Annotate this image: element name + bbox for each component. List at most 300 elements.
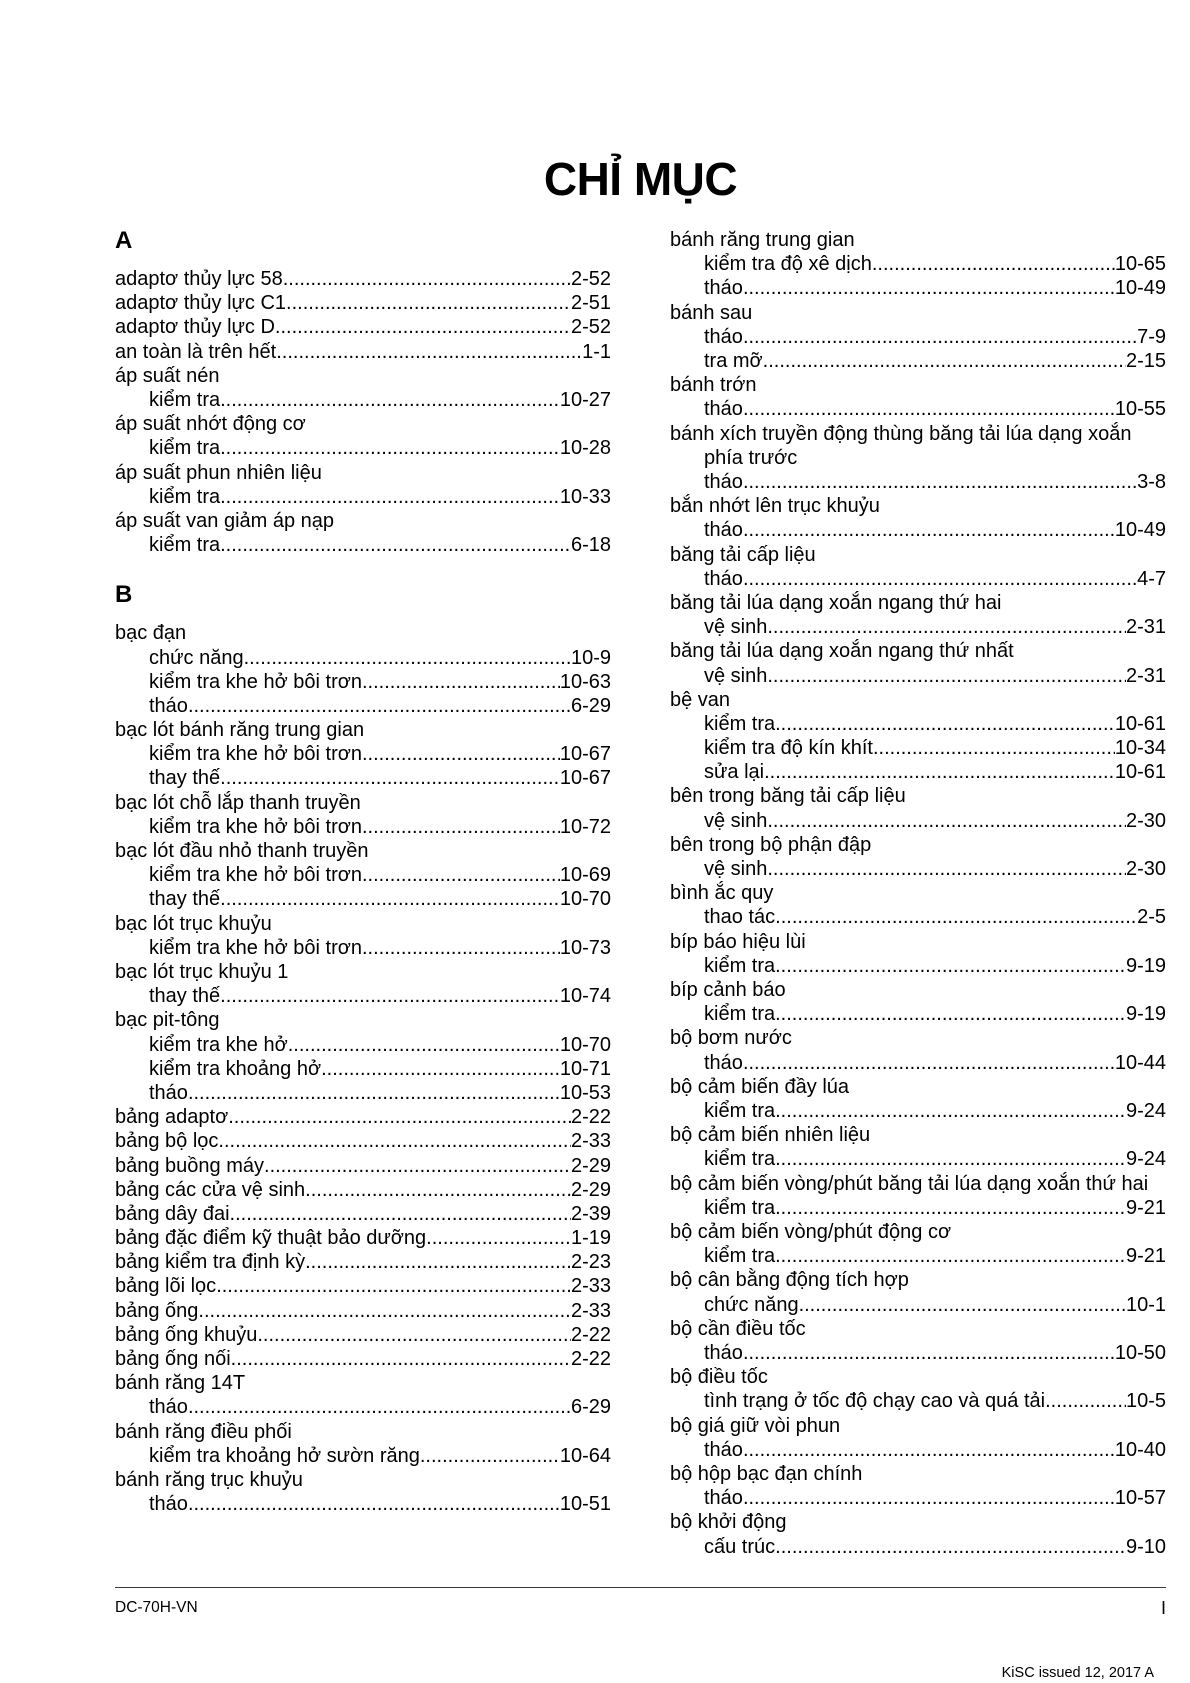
- index-term: bộ cảm biến đầy lúa: [670, 1075, 850, 1098]
- index-entry: [115, 1178, 611, 1202]
- dot-leader: [220, 485, 560, 509]
- dot-leader: [231, 1347, 571, 1371]
- index-entry: [115, 718, 611, 791]
- index-subentry: [670, 615, 1166, 639]
- dot-leader: [362, 863, 560, 887]
- index-term-row: [115, 1274, 611, 1298]
- index-entry: [670, 833, 1166, 881]
- index-entry: [670, 1462, 1166, 1510]
- index-entry: [115, 340, 611, 364]
- index-column-right: [670, 228, 1166, 1559]
- page-reference: 10-70: [559, 888, 611, 911]
- index-term: bảng bộ lọc: [115, 1130, 219, 1153]
- page-reference: 6-18: [570, 534, 611, 557]
- index-term: adaptơ thủy lực D: [115, 316, 275, 339]
- page-reference: 10-55: [1114, 398, 1166, 421]
- index-term-row: [115, 1226, 611, 1250]
- page-reference: 4-7: [1137, 567, 1166, 590]
- index-entry: [115, 912, 611, 960]
- index-term: bộ khởi động: [670, 1511, 787, 1534]
- page-reference: 2-33: [570, 1299, 611, 1322]
- index-section: [115, 580, 611, 1516]
- dot-leader: [775, 905, 1137, 929]
- index-subentry: [115, 863, 611, 887]
- issue-note: KiSC issued 12, 2017 A: [1001, 1665, 1154, 1681]
- index-entry: [670, 422, 1166, 495]
- index-term: bệ van: [670, 688, 731, 711]
- index-entry: [670, 1075, 1166, 1123]
- subentry-label: kiểm tra độ kín khít: [704, 737, 873, 760]
- page-reference: 10-73: [559, 936, 611, 959]
- index-subentry: [670, 252, 1166, 276]
- index-term-row: [115, 340, 611, 364]
- index-entry: [115, 1371, 611, 1419]
- page-reference: 9-24: [1125, 1148, 1166, 1171]
- page-reference: 10-70: [559, 1033, 611, 1056]
- subentry-label: thay thế: [149, 767, 221, 790]
- subentry-label: chức năng: [704, 1293, 799, 1316]
- index-subentry: [670, 664, 1166, 688]
- page-reference: 2-39: [570, 1202, 611, 1225]
- page-reference: 10-9: [570, 646, 611, 669]
- subentry-label: tháo: [704, 1438, 743, 1461]
- index-entry: [670, 228, 1166, 301]
- index-subentry: [670, 1196, 1166, 1220]
- page-reference: 3-8: [1137, 470, 1166, 493]
- subentry-label: tháo: [149, 1081, 188, 1104]
- subentry-label: tháo: [704, 519, 743, 542]
- page-reference: 2-22: [570, 1323, 611, 1346]
- subentry-label: tháo: [149, 1396, 188, 1419]
- page-reference: 10-63: [559, 670, 611, 693]
- dot-leader: [218, 1129, 571, 1153]
- dot-leader: [873, 736, 1115, 760]
- dot-leader: [305, 1178, 571, 1202]
- page-reference: 10-61: [1114, 712, 1166, 735]
- index-entry: [670, 373, 1166, 421]
- page-reference: 9-10: [1125, 1535, 1166, 1558]
- subentry-label: kiểm tra độ xê dịch: [704, 253, 872, 276]
- subentry-label: kiểm tra: [704, 1100, 776, 1123]
- dot-leader: [775, 954, 1126, 978]
- subentry-label: thay thế: [149, 985, 221, 1008]
- subentry-label: kiểm tra: [704, 1245, 776, 1268]
- subentry-label: chức năng: [149, 646, 244, 669]
- index-term: bảng các cửa vệ sinh: [115, 1178, 306, 1201]
- page-reference: 9-21: [1125, 1245, 1166, 1268]
- dot-leader: [743, 518, 1115, 542]
- index-term: adaptơ thủy lực C1: [115, 292, 287, 315]
- index-term: bạc lót đầu nhỏ thanh truyền: [115, 840, 369, 863]
- page-reference: 1-19: [570, 1227, 611, 1250]
- index-term-row: [115, 1299, 611, 1323]
- index-subentry: [115, 388, 611, 412]
- dot-leader: [764, 760, 1115, 784]
- subentry-label: vệ sinh: [704, 664, 768, 687]
- dot-leader: [799, 1293, 1126, 1317]
- page-reference: 10-49: [1114, 519, 1166, 542]
- dot-leader: [216, 1274, 571, 1298]
- index-term: bình ắc quy: [670, 882, 774, 905]
- footer-divider: [115, 1587, 1166, 1588]
- index-subentry: [670, 1147, 1166, 1171]
- subentry-label: thay thế: [149, 888, 221, 911]
- dot-leader: [362, 815, 560, 839]
- index-entry: [115, 315, 611, 339]
- page-reference: 10-50: [1114, 1341, 1166, 1364]
- page-reference: 2-30: [1125, 858, 1166, 881]
- index-term: bảng adaptơ: [115, 1106, 229, 1129]
- dot-leader: [743, 1438, 1115, 1462]
- index-term: bánh răng trục khuỷu: [115, 1469, 303, 1492]
- subentry-label: kiểm tra khe hở bôi trơn: [149, 743, 362, 766]
- dot-leader: [743, 1486, 1115, 1510]
- index-term: áp suất nhớt động cơ: [115, 413, 306, 436]
- index-term-row: [115, 1178, 611, 1202]
- index-subentry: [670, 518, 1166, 542]
- page-reference: 10-1: [1125, 1293, 1166, 1316]
- index-subentry: [670, 276, 1166, 300]
- dot-leader: [767, 664, 1126, 688]
- dot-leader: [188, 1492, 560, 1516]
- index-entry: [670, 1365, 1166, 1413]
- index-subentry: [115, 646, 611, 670]
- index-subentry: [115, 1492, 611, 1516]
- dot-leader: [775, 1147, 1126, 1171]
- page-reference: 6-29: [570, 1396, 611, 1419]
- section-letter: A: [115, 227, 133, 254]
- index-section: [670, 228, 1166, 1559]
- index-entry: [670, 930, 1166, 978]
- index-term: bạc lót trục khuỷu: [115, 912, 272, 935]
- index-term: bạc đạn: [115, 622, 187, 645]
- page-title: CHỈ MỤC: [543, 153, 738, 205]
- index-entry: [115, 461, 611, 509]
- section-letter: B: [115, 581, 133, 609]
- index-entry: [115, 960, 611, 1008]
- index-subentry: [670, 1438, 1166, 1462]
- dot-leader: [872, 252, 1115, 276]
- index-entry: [115, 1347, 611, 1371]
- index-term: bảng đặc điểm kỹ thuật bảo dưỡng: [115, 1227, 427, 1250]
- index-term: bánh trớn: [670, 374, 757, 397]
- page-reference: 10-40: [1114, 1438, 1166, 1461]
- subentry-label: kiểm tra khe hở bôi trơn: [149, 936, 362, 959]
- index-entry: [115, 1105, 611, 1129]
- subentry-label: tháo: [704, 567, 743, 590]
- index-subentry: [670, 1244, 1166, 1268]
- index-term: băng tải lúa dạng xoắn ngang thứ hai: [670, 591, 1002, 614]
- index-entry: [670, 1317, 1166, 1365]
- index-term: áp suất phun nhiên liệu: [115, 461, 322, 484]
- page-reference: 2-51: [570, 292, 611, 315]
- dot-leader: [743, 325, 1137, 349]
- dot-leader: [288, 1033, 560, 1057]
- index-subentry: [670, 1341, 1166, 1365]
- index-entry: [670, 1123, 1166, 1171]
- dot-leader: [188, 1081, 560, 1105]
- subentry-label: vệ sinh: [704, 616, 768, 639]
- page-reference: 10-64: [559, 1444, 611, 1467]
- index-entry: [115, 1323, 611, 1347]
- subentry-label: kiểm tra khe hở: [149, 1033, 288, 1056]
- index-term: bảng dây đai: [115, 1202, 230, 1225]
- dot-leader: [767, 809, 1126, 833]
- index-subentry: [670, 1486, 1166, 1510]
- subentry-label: tình trạng ở tốc độ chạy cao và quá tải: [704, 1390, 1046, 1413]
- dot-leader: [220, 436, 560, 460]
- index-term: bíp báo hiệu lùi: [670, 930, 806, 953]
- subentry-label: kiểm tra: [149, 485, 221, 508]
- index-term: bên trong bộ phận đập: [670, 833, 872, 856]
- dot-leader: [275, 315, 571, 339]
- subentry-label: tháo: [149, 1493, 188, 1516]
- index-entry: [115, 1468, 611, 1516]
- dot-leader: [230, 1202, 571, 1226]
- dot-leader: [767, 857, 1126, 881]
- page-reference: 2-33: [570, 1130, 611, 1153]
- dot-leader: [763, 349, 1126, 373]
- dot-leader: [743, 397, 1115, 421]
- subentry-label: tra mỡ: [704, 349, 763, 372]
- index-subentry: [115, 887, 611, 911]
- dot-leader: [775, 1002, 1126, 1026]
- dot-leader: [426, 1226, 571, 1250]
- index-subentry: [115, 766, 611, 790]
- page-reference: 2-31: [1125, 616, 1166, 639]
- dot-leader: [286, 291, 571, 315]
- index-entry: [115, 1299, 611, 1323]
- index-entry: [670, 639, 1166, 687]
- page-reference: 10-67: [559, 767, 611, 790]
- index-term: bánh răng 14T: [115, 1372, 246, 1395]
- index-term: bạc lót chỗ lắp thanh truyền: [115, 791, 361, 814]
- index-term-row: [115, 1129, 611, 1153]
- page-reference: 9-19: [1125, 1003, 1166, 1026]
- index-term: bên trong băng tải cấp liệu: [670, 785, 906, 808]
- index-term: bộ bơm nước: [670, 1027, 792, 1050]
- dot-leader: [305, 1250, 571, 1274]
- subentry-label: tháo: [704, 1341, 743, 1364]
- page-reference: 2-30: [1125, 809, 1166, 832]
- index-term: bộ điều tốc: [670, 1366, 768, 1389]
- index-subentry: [115, 436, 611, 460]
- index-term: bảng ống khuỷu: [115, 1323, 258, 1346]
- index-subentry: [670, 857, 1166, 881]
- index-subentry: [670, 397, 1166, 421]
- index-term: bảng buồng máy: [115, 1154, 265, 1177]
- index-term: bảng ống: [115, 1299, 199, 1322]
- page-reference: 10-74: [559, 985, 611, 1008]
- subentry-label: kiểm tra: [704, 1148, 776, 1171]
- subentry-label: kiểm tra: [704, 712, 776, 735]
- index-entry: [115, 364, 611, 412]
- page-reference: 10-61: [1114, 761, 1166, 784]
- index-entry: [115, 412, 611, 460]
- index-term: bộ cảm biến vòng/phút động cơ: [670, 1220, 952, 1243]
- page-reference: 10-71: [559, 1057, 611, 1080]
- index-term: bắn nhớt lên trục khuỷu: [670, 495, 880, 518]
- index-subentry: [115, 670, 611, 694]
- page-reference: 10-5: [1125, 1390, 1166, 1413]
- index-term: bạc lót bánh răng trung gian: [115, 719, 365, 742]
- index-entry: [670, 301, 1166, 374]
- dot-leader: [775, 1244, 1126, 1268]
- page-reference: 2-23: [570, 1251, 611, 1274]
- dot-leader: [775, 1196, 1126, 1220]
- index-term-row: [115, 1105, 611, 1129]
- index-term: bộ cần điều tốc: [670, 1317, 806, 1340]
- index-term: bạc lót trục khuỷu 1: [115, 961, 289, 984]
- subentry-label: tháo: [704, 398, 743, 421]
- index-subentry: [670, 760, 1166, 784]
- index-subentry: [670, 809, 1166, 833]
- index-subentry: [670, 1002, 1166, 1026]
- index-term-row: [115, 267, 611, 291]
- page-reference: 2-29: [570, 1178, 611, 1201]
- dot-leader: [244, 646, 571, 670]
- index-term: bảng ống nối: [115, 1348, 231, 1371]
- index-entry: [115, 1274, 611, 1298]
- page-reference: 10-28: [559, 437, 611, 460]
- index-entry: [670, 543, 1166, 591]
- page-reference: 2-52: [570, 268, 611, 290]
- index-term: bạc pit-tông: [115, 1009, 220, 1032]
- index-column-left: [115, 226, 611, 1516]
- index-term: áp suất nén: [115, 364, 220, 387]
- subentry-label: tháo: [149, 694, 188, 717]
- dot-leader: [743, 276, 1115, 300]
- index-entry: [670, 591, 1166, 639]
- index-subentry: [115, 694, 611, 718]
- index-entry: [670, 1172, 1166, 1220]
- dot-leader: [743, 567, 1137, 591]
- index-subentry: [115, 533, 611, 557]
- index-entry: [115, 791, 611, 839]
- index-term: bộ giá giữ vòi phun: [670, 1414, 841, 1437]
- index-subentry: [670, 1389, 1166, 1413]
- dot-leader: [220, 887, 560, 911]
- index-entry: [115, 1250, 611, 1274]
- page-reference: 9-19: [1125, 954, 1166, 977]
- index-subentry: [670, 1293, 1166, 1317]
- index-term-row: [115, 1250, 611, 1274]
- dot-leader: [775, 1535, 1126, 1559]
- subentry-label: kiểm tra: [149, 388, 221, 411]
- page-reference: 10-34: [1114, 737, 1166, 760]
- subentry-label: kiểm tra khe hở bôi trơn: [149, 864, 362, 887]
- subentry-label: tháo: [704, 470, 743, 493]
- index-entry: [115, 1154, 611, 1178]
- dot-leader: [220, 388, 560, 412]
- page-reference: 10-57: [1114, 1487, 1166, 1510]
- dot-leader: [743, 1341, 1115, 1365]
- index-subentry: [670, 1051, 1166, 1075]
- subentry-label: tháo: [704, 325, 743, 348]
- index-subentry: [115, 1081, 611, 1105]
- index-term: bảng lõi lọc: [115, 1275, 217, 1298]
- index-subentry: [670, 712, 1166, 736]
- index-subentry: [670, 567, 1166, 591]
- page-reference: 7-9: [1137, 325, 1166, 348]
- subentry-label: cấu trúc: [704, 1535, 776, 1558]
- index-subentry: [670, 1099, 1166, 1123]
- index-entry: [115, 839, 611, 912]
- dot-leader: [220, 766, 560, 790]
- subentry-label: kiểm tra khoảng hở sườn răng: [149, 1444, 420, 1467]
- index-term: bánh xích truyền động thùng băng tải lúa dạng xoắn phía trước: [670, 422, 1132, 469]
- dot-leader: [198, 1299, 571, 1323]
- index-subentry: [115, 1444, 611, 1468]
- index-entry: [115, 267, 611, 291]
- dot-leader: [188, 1395, 571, 1419]
- page-reference: 2-22: [570, 1106, 611, 1129]
- page-reference: 10-69: [559, 864, 611, 887]
- index-subentry: [115, 936, 611, 960]
- index-subentry: [670, 470, 1166, 494]
- dot-leader: [321, 1057, 560, 1081]
- index-entry: [115, 509, 611, 557]
- dot-leader: [276, 340, 582, 364]
- index-entry: [670, 784, 1166, 832]
- page-reference: 9-24: [1125, 1100, 1166, 1123]
- index-term-row: [115, 1202, 611, 1226]
- index-term: băng tải cấp liệu: [670, 543, 816, 566]
- subentry-label: kiểm tra: [149, 534, 221, 557]
- index-entry: [115, 1129, 611, 1153]
- index-entry: [670, 1268, 1166, 1316]
- index-subentry: [115, 984, 611, 1008]
- index-subentry: [670, 1535, 1166, 1559]
- index-entry: [670, 1510, 1166, 1558]
- index-entry: [670, 978, 1166, 1026]
- subentry-label: kiểm tra khe hở bôi trơn: [149, 815, 362, 838]
- index-subentry: [115, 1395, 611, 1419]
- index-term: bảng kiểm tra định kỳ: [115, 1251, 306, 1274]
- index-entry: [115, 1202, 611, 1226]
- index-section: [115, 226, 611, 557]
- page-reference: 10-44: [1114, 1051, 1166, 1074]
- index-term: áp suất van giảm áp nạp: [115, 509, 335, 532]
- page-reference: 9-21: [1125, 1196, 1166, 1219]
- index-subentry: [670, 736, 1166, 760]
- index-term-row: [115, 1154, 611, 1178]
- dot-leader: [362, 742, 560, 766]
- page-reference: 10-72: [559, 815, 611, 838]
- page-reference: 10-49: [1114, 277, 1166, 300]
- index-term: bộ cảm biến vòng/phút băng tải lúa dạng xoắn thứ hai: [670, 1172, 1149, 1195]
- index-term: băng tải lúa dạng xoắn ngang thứ nhất: [670, 640, 1014, 663]
- index-term: bíp cảnh báo: [670, 979, 786, 1002]
- index-subentry: [670, 325, 1166, 349]
- dot-leader: [420, 1444, 560, 1468]
- index-entry: [115, 621, 611, 718]
- index-term-row: [115, 1347, 611, 1371]
- index-subentry: [670, 954, 1166, 978]
- index-entry: [115, 1420, 611, 1468]
- page-reference: 6-29: [570, 694, 611, 717]
- index-term: adaptơ thủy lực 58: [115, 268, 283, 290]
- dot-leader: [1045, 1389, 1126, 1413]
- dot-leader: [775, 712, 1115, 736]
- subentry-label: kiểm tra: [149, 437, 221, 460]
- page-number: I: [1160, 1598, 1166, 1618]
- dot-leader: [188, 694, 571, 718]
- dot-leader: [775, 1099, 1126, 1123]
- page-reference: 2-52: [570, 316, 611, 339]
- dot-leader: [743, 1051, 1115, 1075]
- index-subentry: [115, 1057, 611, 1081]
